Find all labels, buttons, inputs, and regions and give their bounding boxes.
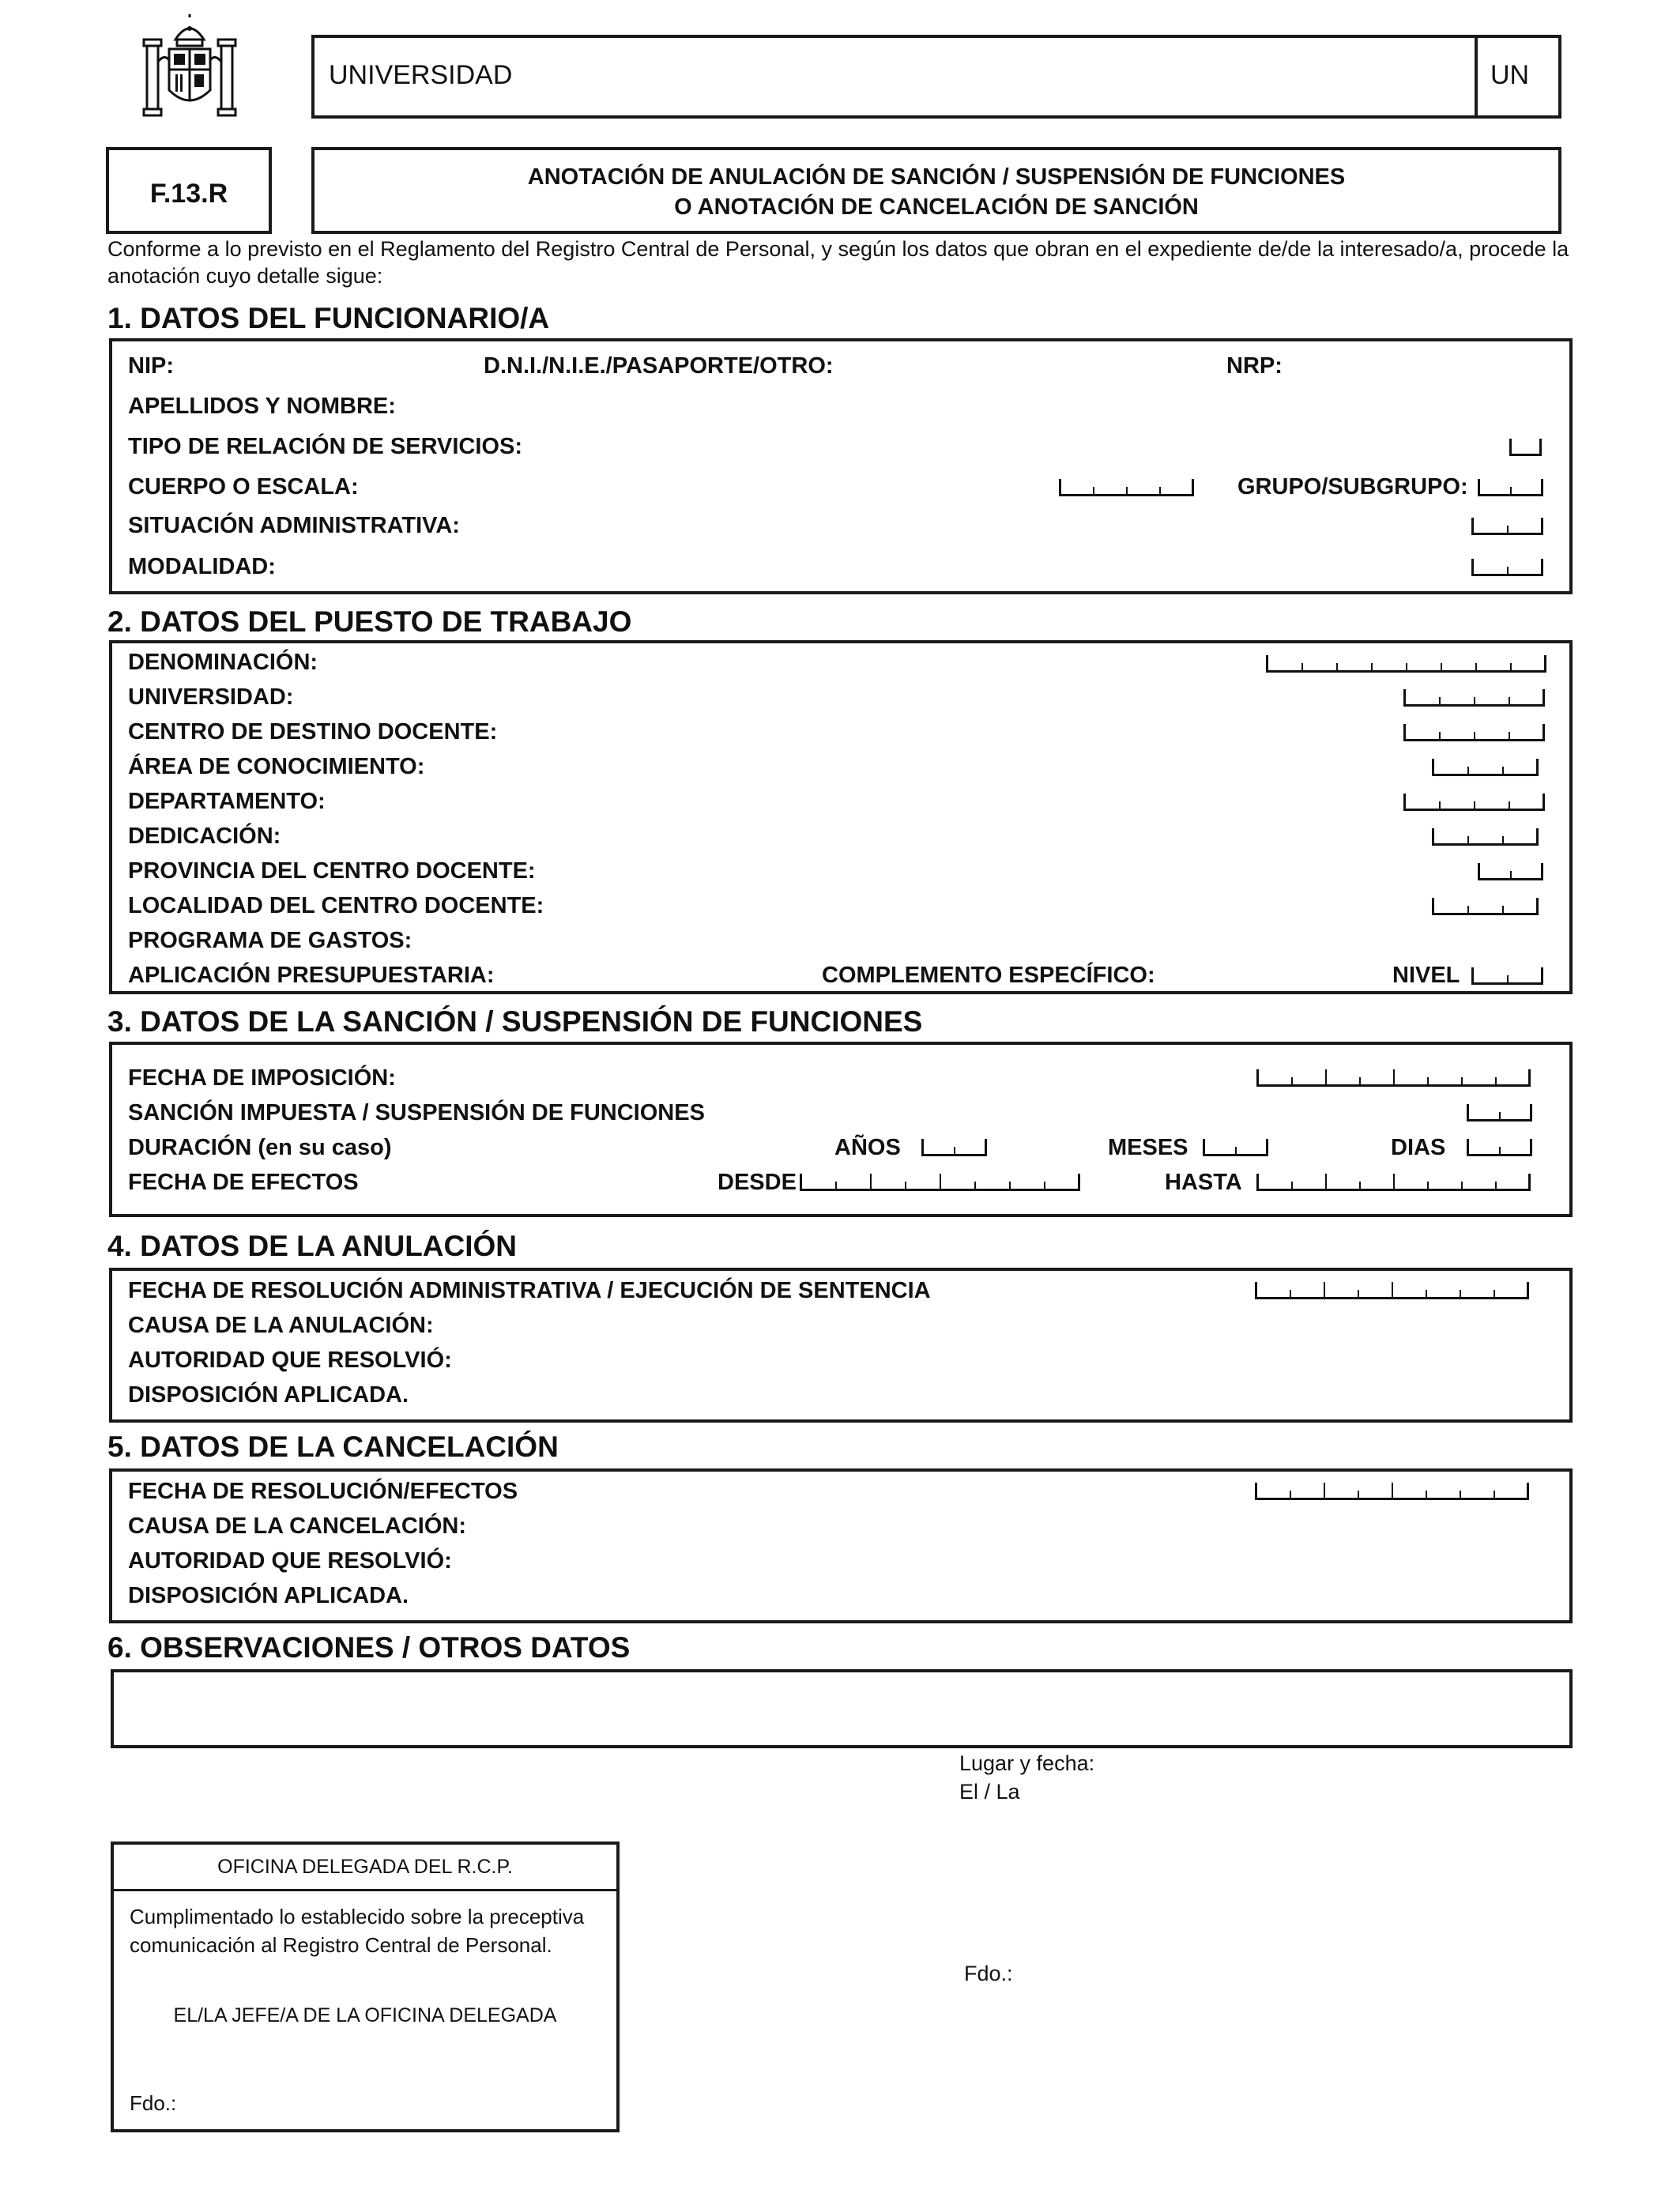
intro-line1: Conforme a lo previsto en el Reglamento del Registro Central de Personal, y según los datos que obran en el expediente de/de la interesado/a, procede la	[107, 237, 1569, 261]
cancelacion-autoridad-label: AUTORIDAD QUE RESOLVIÓ:	[128, 1548, 452, 1574]
centro-cells[interactable]	[1403, 724, 1545, 741]
departamento-cells[interactable]	[1403, 794, 1545, 811]
grupo-cells[interactable]	[1478, 479, 1543, 496]
section5-title: 5. DATOS DE LA CANCELACIÓN	[107, 1431, 559, 1463]
area-cells[interactable]	[1432, 759, 1539, 776]
section1-box	[109, 338, 1573, 594]
office-title: OFICINA DELEGADA DEL R.C.P.	[217, 1856, 513, 1878]
centro-label: CENTRO DE DESTINO DOCENTE:	[128, 719, 498, 745]
programa-label: PROGRAMA DE GASTOS:	[128, 928, 412, 953]
signature-fdo-label: Fdo.:	[964, 1962, 1013, 1985]
section6-title: 6. OBSERVACIONES / OTROS DATOS	[107, 1631, 631, 1664]
section1-title: 1. DATOS DEL FUNCIONARIO/A	[107, 302, 550, 334]
observaciones-box[interactable]	[111, 1669, 1573, 1748]
anulacion-disposicion-label: DISPOSICIÓN APLICADA.	[128, 1382, 409, 1408]
university-code-divider	[1475, 38, 1478, 115]
modalidad-label: MODALIDAD:	[128, 554, 276, 579]
fecha-efectos-label: FECHA DE EFECTOS	[128, 1170, 359, 1195]
cancelacion-disposicion-label: DISPOSICIÓN APLICADA.	[128, 1583, 409, 1608]
coat-of-arms-logo	[141, 14, 239, 120]
aplicacion-label: APLICACIÓN PRESUPUESTARIA:	[128, 963, 495, 988]
anulacion-causa-label: CAUSA DE LA ANULACIÓN:	[128, 1313, 434, 1338]
cuerpo-cells[interactable]	[1059, 479, 1194, 496]
universidad-cells[interactable]	[1403, 689, 1545, 707]
office-fdo-label: Fdo.:	[130, 2091, 177, 2115]
anulacion-autoridad-label: AUTORIDAD QUE RESOLVIÓ:	[128, 1348, 452, 1373]
dias-label: DIAS	[1391, 1135, 1446, 1160]
fecha-imposicion-label: FECHA DE IMPOSICIÓN:	[128, 1065, 396, 1091]
section3-title: 3. DATOS DE LA SANCIÓN / SUSPENSIÓN DE FUNCIONES	[107, 1005, 923, 1038]
departamento-label: DEPARTAMENTO:	[128, 789, 326, 814]
dedicacion-cells[interactable]	[1432, 828, 1539, 846]
form-title-line2: O ANOTACIÓN DE CANCELACIÓN DE SANCIÓN	[674, 194, 1199, 220]
universidad-field-label: UNIVERSIDAD:	[128, 684, 294, 710]
tipo-relacion-label: TIPO DE RELACIÓN DE SERVICIOS:	[128, 434, 522, 459]
apellidos-label: APELLIDOS Y NOMBRE:	[128, 394, 396, 419]
provincia-label: PROVINCIA DEL CENTRO DOCENTE:	[128, 858, 536, 884]
sancion-cells[interactable]	[1467, 1104, 1532, 1122]
anulacion-fecha-label: FECHA DE RESOLUCIÓN ADMINISTRATIVA / EJECUCIÓN DE SENTENCIA	[128, 1278, 931, 1303]
complemento-label: COMPLEMENTO ESPECÍFICO:	[822, 963, 1155, 988]
form-code-box	[106, 147, 272, 234]
office-text-line1: Cumplimentado lo establecido sobre la preceptiva	[130, 1905, 585, 1928]
form-title-box	[311, 147, 1561, 234]
anulacion-fecha-cells[interactable]	[1255, 1282, 1529, 1299]
dni-label: D.N.I./N.I.E./PASAPORTE/OTRO:	[484, 353, 834, 379]
meses-label: MESES	[1108, 1135, 1188, 1160]
modalidad-cells[interactable]	[1471, 559, 1543, 576]
denominacion-label: DENOMINACIÓN:	[128, 650, 318, 675]
duracion-label: DURACIÓN (en su caso)	[128, 1135, 392, 1160]
anos-cells[interactable]	[921, 1139, 987, 1156]
dias-cells[interactable]	[1467, 1139, 1532, 1156]
form-title-line1: ANOTACIÓN DE ANULACIÓN DE SANCIÓN / SUSPENSIÓN DE FUNCIONES	[527, 164, 1346, 190]
nrp-label: NRP:	[1226, 353, 1283, 379]
localidad-cells[interactable]	[1432, 898, 1539, 915]
denominacion-cells[interactable]	[1266, 655, 1546, 673]
office-box	[111, 1842, 620, 2132]
hasta-cells[interactable]	[1256, 1174, 1531, 1191]
cuerpo-label: CUERPO O ESCALA:	[128, 474, 359, 499]
fecha-imposicion-cells[interactable]	[1256, 1069, 1531, 1087]
dedicacion-label: DEDICACIÓN:	[128, 824, 281, 849]
university-code: UN	[1490, 60, 1530, 90]
anos-label: AÑOS	[834, 1135, 901, 1160]
university-box	[311, 35, 1561, 119]
grupo-label: GRUPO/SUBGRUPO:	[1237, 474, 1468, 499]
el-la-label: El / La	[959, 1780, 1020, 1804]
nivel-cells[interactable]	[1471, 967, 1543, 985]
sancion-label: SANCIÓN IMPUESTA / SUSPENSIÓN DE FUNCIONES	[128, 1100, 705, 1125]
situacion-cells[interactable]	[1471, 518, 1543, 535]
nip-label: NIP:	[128, 353, 174, 379]
university-label: UNIVERSIDAD	[329, 60, 513, 90]
hasta-label: HASTA	[1165, 1170, 1242, 1195]
cancelacion-fecha-label: FECHA DE RESOLUCIÓN/EFECTOS	[128, 1479, 518, 1504]
office-title-divider	[114, 1889, 616, 1891]
section2-title: 2. DATOS DEL PUESTO DE TRABAJO	[107, 605, 632, 638]
form-code: F.13.R	[149, 179, 228, 209]
tipo-relacion-cells[interactable]	[1509, 439, 1542, 456]
intro-line2: anotación cuyo detalle sigue:	[107, 264, 383, 288]
localidad-label: LOCALIDAD DEL CENTRO DOCENTE:	[128, 893, 544, 918]
provincia-cells[interactable]	[1478, 863, 1543, 880]
meses-cells[interactable]	[1203, 1139, 1268, 1156]
desde-label: DESDE	[718, 1170, 797, 1195]
situacion-label: SITUACIÓN ADMINISTRATIVA:	[128, 513, 460, 538]
office-jefe-label: EL/LA JEFE/A DE LA OFICINA DELEGADA	[173, 2004, 557, 2026]
cancelacion-causa-label: CAUSA DE LA CANCELACIÓN:	[128, 1514, 467, 1539]
desde-cells[interactable]	[800, 1174, 1080, 1191]
section4-title: 4. DATOS DE LA ANULACIÓN	[107, 1230, 518, 1262]
area-label: ÁREA DE CONOCIMIENTO:	[128, 754, 425, 779]
nivel-label: NIVEL	[1392, 963, 1460, 988]
cancelacion-fecha-cells[interactable]	[1255, 1483, 1529, 1500]
office-text-line2: comunicación al Registro Central de Personal.	[130, 1933, 552, 1957]
lugar-fecha-label: Lugar y fecha:	[959, 1751, 1095, 1775]
